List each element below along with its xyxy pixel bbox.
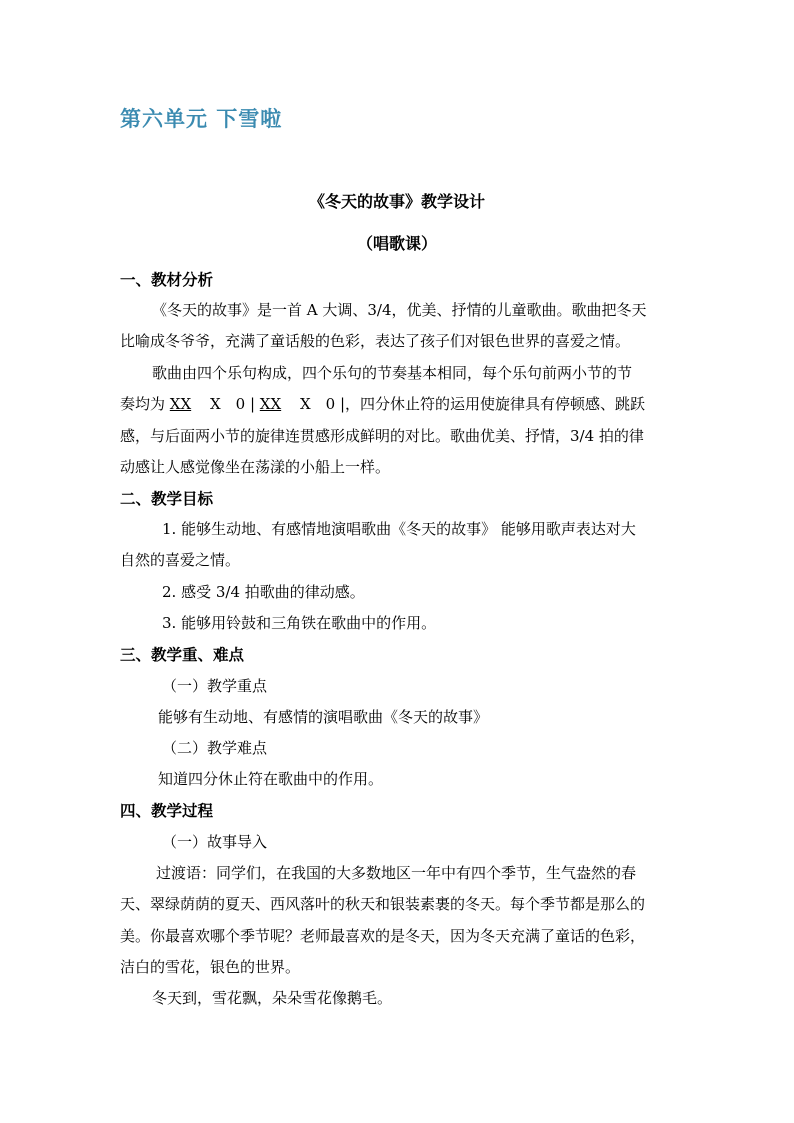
paragraph-line: 冬天到，雪花飘，朵朵雪花像鹅毛。 bbox=[152, 989, 393, 1007]
subheading: （二）教学难点 bbox=[162, 739, 268, 757]
section-heading-objectives: 二、教学目标 bbox=[120, 489, 214, 508]
rhythm-eighth-notes: XX bbox=[259, 395, 282, 413]
paragraph-line: 《冬天的故事》是一首 A 大调、3/4，优美、抒情的儿童歌曲。歌曲把冬天 bbox=[152, 301, 647, 319]
section-heading-analysis: 一、教材分析 bbox=[120, 270, 214, 289]
rhythm-suffix: |，四分休止符的运用使旋律具有停顿感、跳跃 bbox=[339, 395, 646, 413]
subheading: （一）教学重点 bbox=[162, 677, 268, 695]
paragraph-line: 过渡语：同学们，在我国的大多数地区一年中有四个季节，生气盎然的春 bbox=[156, 864, 637, 882]
rhythm-prefix: 奏均为 bbox=[120, 395, 166, 413]
objective-item: 2. 感受 3/4 拍歌曲的律动感。 bbox=[162, 583, 365, 601]
paragraph-line: 洁白的雪花，银色的世界。 bbox=[120, 958, 301, 976]
paragraph-line: 动感让人感觉像坐在荡漾的小船上一样。 bbox=[120, 458, 391, 476]
document-subtitle: （唱歌课） bbox=[356, 234, 437, 253]
unit-title: 第六单元 下雪啦 bbox=[120, 107, 283, 131]
paragraph-line: 天、翠绿荫荫的夏天、西风落叶的秋天和银装素裹的冬天。每个季节都是那么的 bbox=[120, 895, 646, 913]
paragraph-line: 歌曲由四个乐句构成，四个乐句的节奏基本相同，每个乐句前两小节的节 bbox=[152, 364, 633, 382]
paragraph-line: 知道四分休止符在歌曲中的作用。 bbox=[158, 770, 384, 788]
paragraph-line: 感，与后面两小节的旋律连贯感形成鲜明的对比。歌曲优美、抒情，3/4 拍的律 bbox=[120, 427, 644, 445]
rhythm-quarter-rest: X 0 bbox=[209, 395, 246, 413]
subheading: （一）故事导入 bbox=[162, 833, 268, 851]
section-heading-key-points: 三、教学重、难点 bbox=[120, 645, 245, 664]
paragraph-line: 美。你最喜欢哪个季节呢？老师最喜欢的是冬天，因为冬天充满了童话的色彩， bbox=[120, 927, 646, 945]
section-heading-process: 四、教学过程 bbox=[120, 801, 214, 820]
objective-item: 3. 能够用铃鼓和三角铁在歌曲中的作用。 bbox=[162, 614, 437, 632]
document-title: 《冬天的故事》教学设计 bbox=[308, 192, 485, 211]
paragraph-line: 比喻成冬爷爷，充满了童话般的色彩，表达了孩子们对银色世界的喜爱之情。 bbox=[120, 332, 631, 350]
rhythm-eighth-notes: XX bbox=[169, 395, 192, 413]
bar-line: | bbox=[249, 395, 256, 413]
rhythm-quarter-rest: X 0 bbox=[299, 395, 336, 413]
rhythm-line bbox=[120, 393, 645, 414]
objective-item-continued: 自然的喜爱之情。 bbox=[120, 551, 241, 569]
paragraph-line: 能够有生动地、有感情的演唱歌曲《冬天的故事》 bbox=[158, 708, 489, 726]
objective-item: 1. 能够生动地、有感情地演唱歌曲《冬天的故事》 能够用歌声表达对大 bbox=[162, 520, 636, 538]
